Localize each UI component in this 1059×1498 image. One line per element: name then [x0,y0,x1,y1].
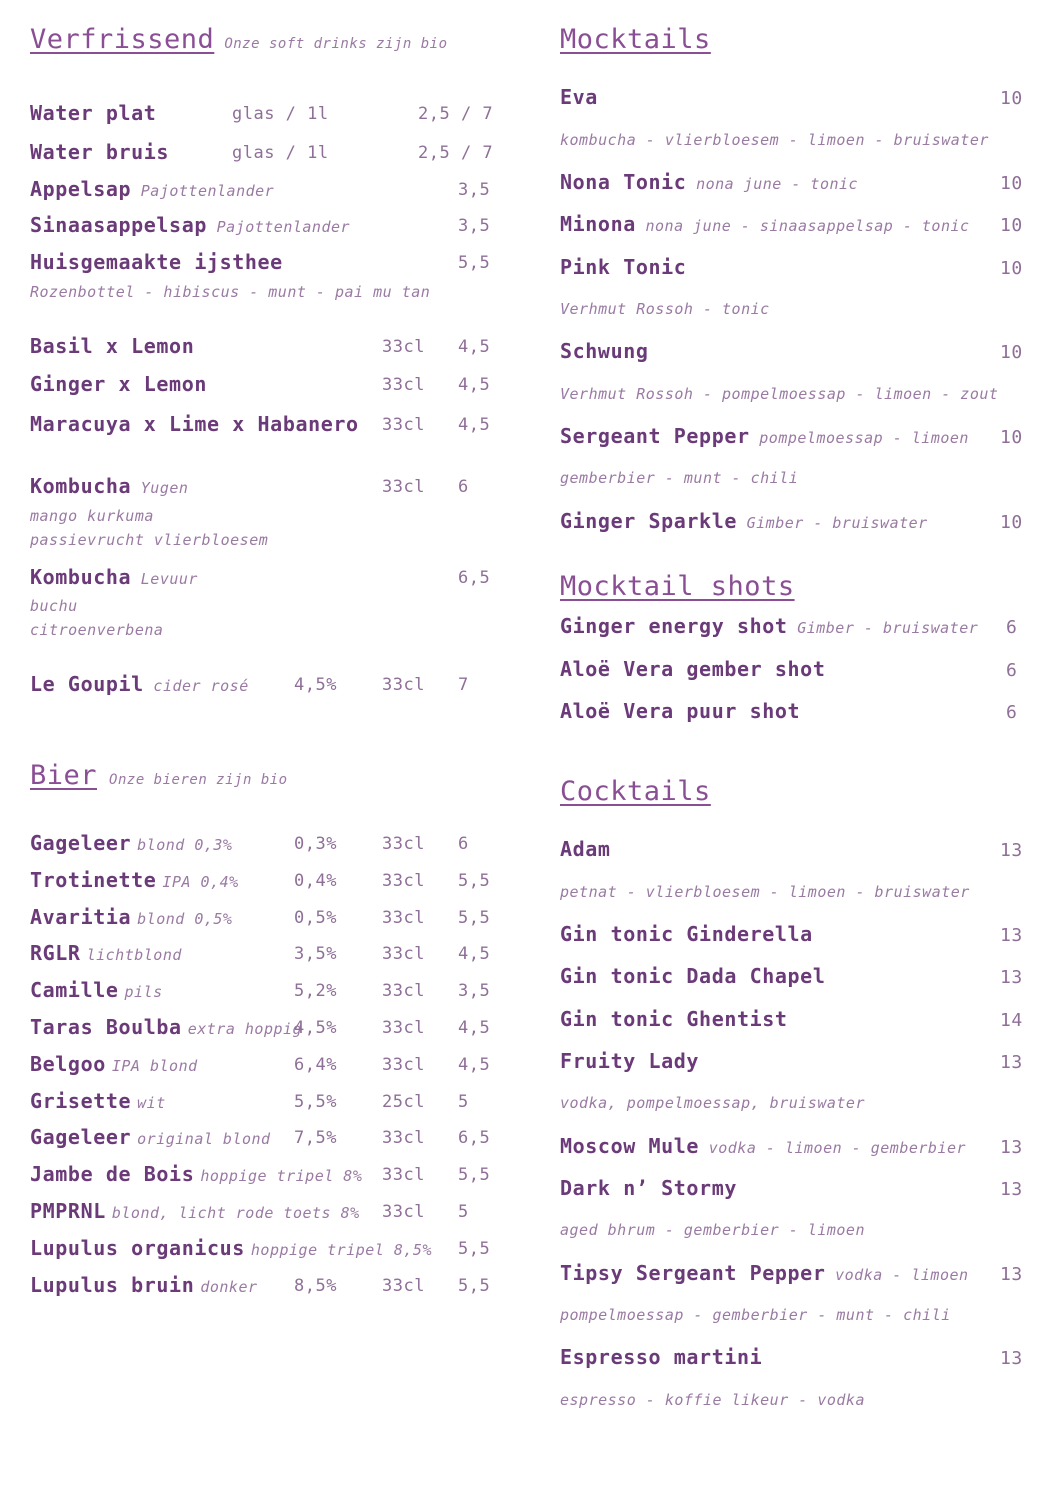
beer-item [30,1162,510,1186]
item-price: 13 [1000,1137,1023,1158]
beer-price: 4,5 [458,1054,491,1075]
beer-name: Belgoo [30,1051,106,1076]
item-note: Pajottenlander [216,218,351,236]
item-name: Minona [560,212,636,236]
item-volume: 33cl [382,675,425,695]
section-title-mocktail-shots [560,571,795,602]
item-description: vodka, pompelmoessap, bruiswater [560,1094,865,1112]
item-description: buchu [30,597,78,615]
section-title-bier [30,760,288,791]
beer-name: Gageleer [30,1125,132,1150]
item-price: 6 [1006,660,1018,681]
beer-note: IPA blond [111,1056,198,1075]
item-price: 5,5 [458,253,491,273]
item-name: Appelsap [30,177,132,201]
beer-name: PMPRNL [30,1199,106,1223]
item-name: Maracuya x Lime x Habanero [30,412,359,436]
beer-volume: 33cl [382,1128,425,1149]
item-price: 4,5 [458,375,491,395]
menu-item [30,412,510,436]
item-price: 13 [1000,1179,1023,1200]
item-name: Sinaasappelsap [30,213,207,237]
item-name: Le Goupil [30,672,144,696]
beer-name: Taras Boulba [30,1015,182,1039]
item-name: Pink Tonic [560,255,687,279]
item-description: espresso - koffie likeur - vodka [560,1391,865,1409]
menu-item [560,964,1040,988]
item-name: Eva [560,85,598,109]
section-note: Onze soft drinks zijn bio [224,36,448,52]
beer-volume: 33cl [382,1054,425,1075]
item-name: Schwung [560,339,649,363]
item-name: Ginger x Lemon [30,372,207,396]
beer-name: Lupulus bruin [30,1272,195,1297]
item-price: 3,5 [458,180,491,200]
item-price: 6 [1006,617,1018,638]
beer-volume: 33cl [382,907,425,928]
item-price: 10 [1000,342,1023,363]
item-price: 10 [1000,88,1023,109]
item-name: Gin tonic Dada Chapel [560,964,826,988]
beer-alcohol: 6,4% [294,1054,337,1075]
section-title-cocktails [560,776,711,807]
beer-alcohol: 7,5% [294,1128,337,1149]
item-name: Aloë Vera gember shot [560,657,826,681]
item-description: mango kurkuma [30,507,154,525]
beer-note: IPA 0,4% [162,872,239,891]
beer-item [30,1125,510,1149]
beer-name: RGLR [30,941,81,966]
item-name: Water plat [30,101,157,125]
menu-item [560,424,1040,448]
item-price: 4,5 [458,337,491,357]
beer-name: Trotinette [30,867,157,892]
beer-volume: 33cl [382,1275,425,1296]
item-name: Ginger energy shot [560,614,788,638]
beer-price: 4,5 [458,944,491,965]
beer-note: hoppige tripel 8,5% [250,1240,432,1259]
item-price: 6 [458,477,469,497]
menu-item [560,255,1040,279]
item-alcohol: 4,5% [294,675,337,695]
beer-alcohol: 0,5% [294,907,337,928]
menu-item [560,657,1040,681]
item-description: citroenverbena [30,621,164,639]
beer-price: 4,5 [458,1018,491,1038]
beer-item [30,1199,510,1223]
item-note: cider rosé [153,677,249,695]
section-title-text: Cocktails [560,776,711,807]
beer-price: 6 [458,834,469,854]
section-title-verfrissend [30,24,448,55]
item-price: 10 [1000,512,1023,533]
item-size: glas / 1l [232,143,329,163]
item-volume: 33cl [382,415,425,435]
item-price: 14 [1000,1010,1023,1031]
item-price: 6 [1006,702,1018,723]
beer-price: 5,5 [458,1165,491,1186]
item-note: pompelmoessap - limoen [759,429,969,447]
beer-item [30,1273,510,1297]
item-name: Tipsy Sergeant Pepper [560,1261,826,1285]
beer-price: 3,5 [458,981,491,1002]
menu-item [30,250,510,274]
menu-item [560,339,1040,363]
menu-item [560,1261,1040,1285]
menu-item [30,372,510,396]
item-volume: 33cl [382,375,425,395]
menu-item [30,177,510,201]
beer-alcohol: 3,5% [294,944,337,965]
beer-item [30,1015,510,1039]
menu-item [30,565,510,589]
beer-note: blond, licht rode toets 8% [111,1204,360,1222]
beer-volume: 33cl [382,1202,425,1222]
item-note: Gimber - bruiswater [746,514,928,532]
menu-item [30,334,510,358]
beer-alcohol: 5,5% [294,1091,337,1112]
beer-note: blond 0,3% [137,836,233,854]
beer-price: 5,5 [458,1238,491,1259]
item-name: Fruity Lady [560,1049,700,1073]
beer-alcohol: 5,2% [294,981,337,1002]
item-description: aged bhrum - gemberbier - limoen [560,1221,865,1239]
beer-volume: 33cl [382,981,425,1002]
item-name: Moscow Mule [560,1134,700,1158]
beer-note: wit [137,1093,166,1112]
item-name: Adam [560,837,611,861]
menu-item [560,1007,1040,1031]
item-note: nona june - sinaasappelsap - tonic [645,217,970,235]
beer-note: blond 0,5% [137,909,233,928]
beer-volume: 33cl [382,1018,425,1038]
beer-price: 5,5 [458,1275,491,1296]
item-name: Espresso martini [560,1345,763,1369]
beer-note: lichtblond [86,946,182,965]
beer-note: original blond [137,1130,271,1149]
menu-item [560,1134,1040,1158]
item-price: 13 [1000,1348,1023,1369]
beer-item [30,1236,510,1260]
item-volume: 33cl [382,477,425,497]
item-note: Pajottenlander [140,182,275,200]
item-description: petnat - vlierbloesem - limoen - bruiswater [560,883,970,901]
beer-name: Avaritia [30,904,132,929]
beer-name: Jambe de Bois [30,1162,195,1187]
menu-item [560,1176,1040,1200]
item-price: 3,5 [458,216,491,236]
item-name: Aloë Vera puur shot [560,699,801,723]
item-name: Sergeant Pepper [560,424,750,448]
beer-volume: 33cl [382,944,425,965]
beer-volume: 33cl [382,834,425,854]
beer-volume: 33cl [382,870,425,891]
beer-price: 5 [458,1202,469,1222]
beer-note: extra hoppig [187,1020,303,1038]
section-title-mocktails [560,24,711,55]
item-price: 13 [1000,967,1023,988]
item-price: 13 [1000,925,1023,946]
item-price: 10 [1000,258,1023,279]
beer-alcohol: 8,5% [294,1275,337,1296]
menu-item [560,1345,1040,1369]
menu-item [560,509,1040,533]
beer-item [30,1089,510,1113]
beer-volume: 25cl [382,1091,425,1112]
item-description: Verhmut Rossoh - pompelmoessap - limoen - zout [560,385,999,403]
beer-name: Lupulus organicus [30,1235,245,1260]
menu-item [30,140,510,164]
item-price: 10 [1000,427,1023,448]
menu-item [560,614,1040,638]
menu-item [560,1049,1040,1073]
section-title-text: Verfrissend [30,24,215,55]
item-price: 13 [1000,1052,1023,1073]
beer-item [30,831,510,855]
item-description: Rozenbottel - hibiscus - munt - pai mu tan [30,283,431,301]
beer-volume: 33cl [382,1165,425,1186]
beer-price: 5,5 [458,870,491,891]
item-note: Yugen [140,479,189,497]
item-name: Dark n’ Stormy [560,1176,737,1200]
item-description: kombucha - vlierbloesem - limoen - bruiswater [560,131,989,149]
item-price: 6,5 [458,568,491,588]
item-note: nona june - tonic [696,175,859,193]
menu-item [560,85,1040,109]
item-name: Kombucha [30,474,132,498]
item-price: 13 [1000,1264,1023,1285]
beer-name: Camille [30,978,119,1003]
section-title-text: Bier [30,760,98,791]
item-note: vodka - limoen - gemberbier [708,1139,967,1157]
beer-note: hoppige tripel 8% [200,1167,363,1186]
item-note: Levuur [140,570,198,588]
item-price: 10 [1000,173,1023,194]
beer-price: 6,5 [458,1128,491,1149]
item-name: Huisgemaakte ijsthee [30,250,283,274]
menu-item [30,474,510,498]
item-description: gemberbier - munt - chili [560,469,799,487]
beer-price: 5 [458,1091,469,1112]
item-name: Kombucha [30,565,132,589]
menu-item [560,699,1040,723]
item-description: passievrucht vlierbloesem [30,531,269,549]
item-name: Ginger Sparkle [560,509,737,533]
menu-item [560,212,1040,236]
item-note: vodka - limoen [835,1266,969,1284]
menu-item [560,922,1040,946]
item-name: Water bruis [30,140,170,164]
beer-note: pils [124,983,163,1002]
item-note: Gimber - bruiswater [797,619,979,637]
item-price: 4,5 [458,415,491,435]
section-note: Onze bieren zijn bio [109,772,288,788]
menu-item [560,837,1040,861]
item-description: pompelmoessap - gemberbier - munt - chili [560,1306,951,1324]
item-name: Nona Tonic [560,170,687,194]
item-name: Gin tonic Ginderella [560,922,813,946]
beer-item [30,905,510,929]
item-price: 2,5 / 7 [418,143,494,163]
menu-item [30,213,510,237]
item-volume: 33cl [382,337,425,357]
item-price: 13 [1000,840,1023,861]
item-name: Gin tonic Ghentist [560,1007,788,1031]
item-price: 10 [1000,215,1023,236]
item-price: 2,5 / 7 [418,104,494,124]
item-name: Basil x Lemon [30,334,195,358]
menu-item [30,672,510,696]
beer-alcohol: 0,3% [294,834,337,854]
beer-item [30,1052,510,1076]
beer-name: Gageleer [30,831,132,855]
section-title-text: Mocktails [560,24,711,55]
beer-note: donker [200,1277,258,1296]
beer-name: Grisette [30,1088,132,1113]
item-description: Verhmut Rossoh - tonic [560,300,770,318]
menu-item [30,101,510,125]
beer-alcohol: 4,5% [294,1018,337,1038]
beer-alcohol: 0,4% [294,870,337,891]
section-title-text: Mocktail shots [560,571,795,602]
beer-item [30,868,510,892]
item-size: glas / 1l [232,104,329,124]
beer-item [30,941,510,965]
item-price: 7 [458,675,469,695]
menu-item [560,170,1040,194]
beer-item [30,978,510,1002]
beer-price: 5,5 [458,907,491,928]
